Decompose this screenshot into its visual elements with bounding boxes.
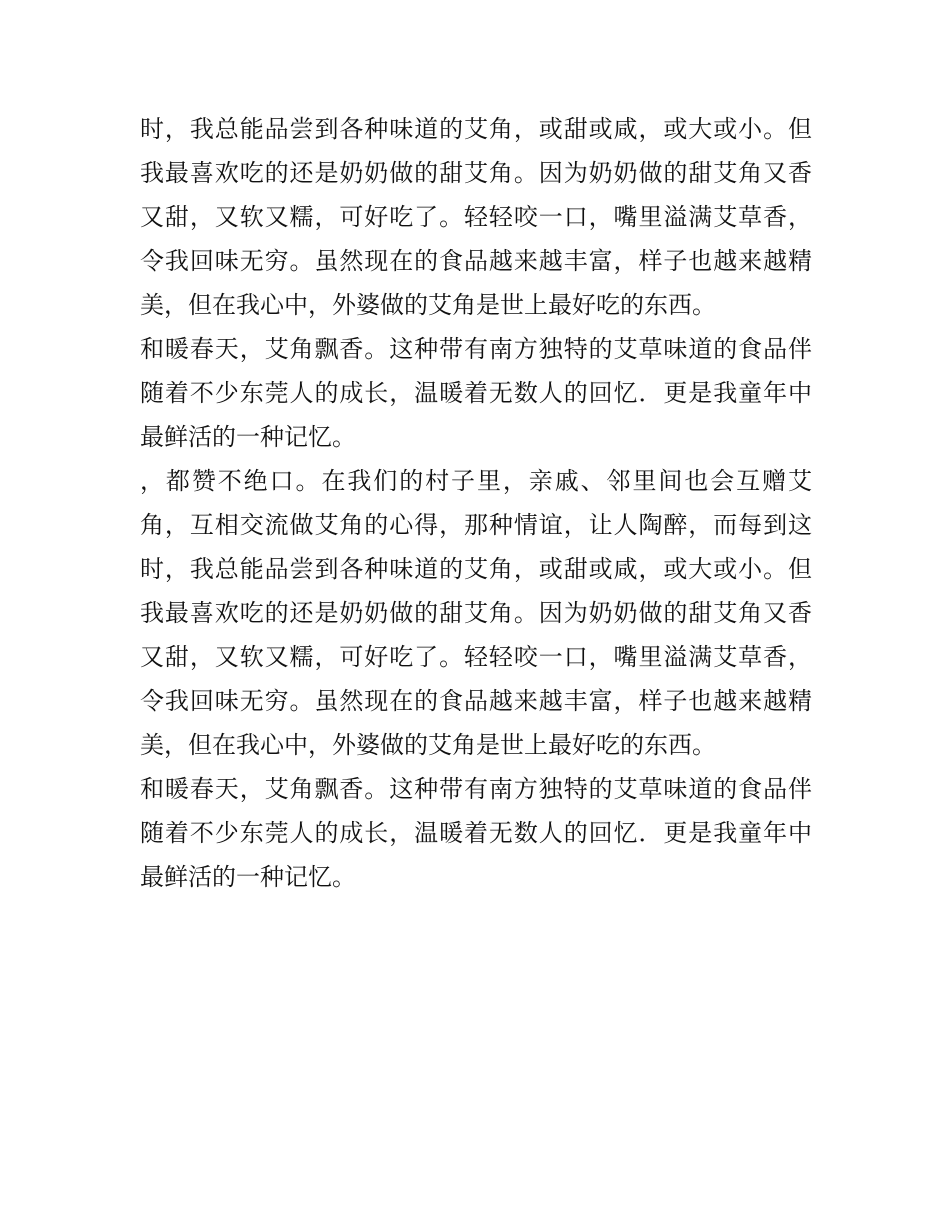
text-line: 令我回味无穷。虽然现在的食品越来越丰富，样子也越来越精: [140, 687, 812, 715]
document-body: [140, 107, 812, 899]
text-line: 又甜，又软又糯，可好吃了。轻轻咬一口，嘴里溢满艾草香，: [140, 203, 812, 231]
text-line: 时，我总能品尝到各种味道的艾角，或甜或咸，或大或小。但: [140, 115, 812, 143]
text-line: 时，我总能品尝到各种味道的艾角，或甜或咸，或大或小。但: [140, 555, 812, 583]
text-line: 最鲜活的一种记忆。: [140, 423, 356, 451]
text-line: 又甜，又软又糯，可好吃了。轻轻咬一口，嘴里溢满艾草香，: [140, 643, 812, 671]
text-line: 随着不少东莞人的成长，温暖着无数人的回忆．更是我童年中: [140, 379, 812, 407]
text-line: 和暖春天，艾角飘香。这种带有南方独特的艾草味道的食品伴: [140, 775, 812, 803]
text-line: 我最喜欢吃的还是奶奶做的甜艾角。因为奶奶做的甜艾角又香: [140, 159, 812, 187]
text-line: 和暖春天，艾角飘香。这种带有南方独特的艾草味道的食品伴: [140, 335, 812, 363]
text-line: ，都赞不绝口。在我们的村子里，亲戚、邻里间也会互赠艾: [140, 467, 812, 495]
text-line: 最鲜活的一种记忆。: [140, 863, 356, 891]
text-line: 令我回味无穷。虽然现在的食品越来越丰富，样子也越来越精: [140, 247, 812, 275]
text-line: 角，互相交流做艾角的心得，那种情谊，让人陶醉，而每到这: [140, 511, 812, 539]
text-line: 美，但在我心中，外婆做的艾角是世上最好吃的东西。: [140, 291, 716, 319]
text-line: 美，但在我心中，外婆做的艾角是世上最好吃的东西。: [140, 731, 716, 759]
text-line: 我最喜欢吃的还是奶奶做的甜艾角。因为奶奶做的甜艾角又香: [140, 599, 812, 627]
text-line: 随着不少东莞人的成长，温暖着无数人的回忆．更是我童年中: [140, 819, 812, 847]
